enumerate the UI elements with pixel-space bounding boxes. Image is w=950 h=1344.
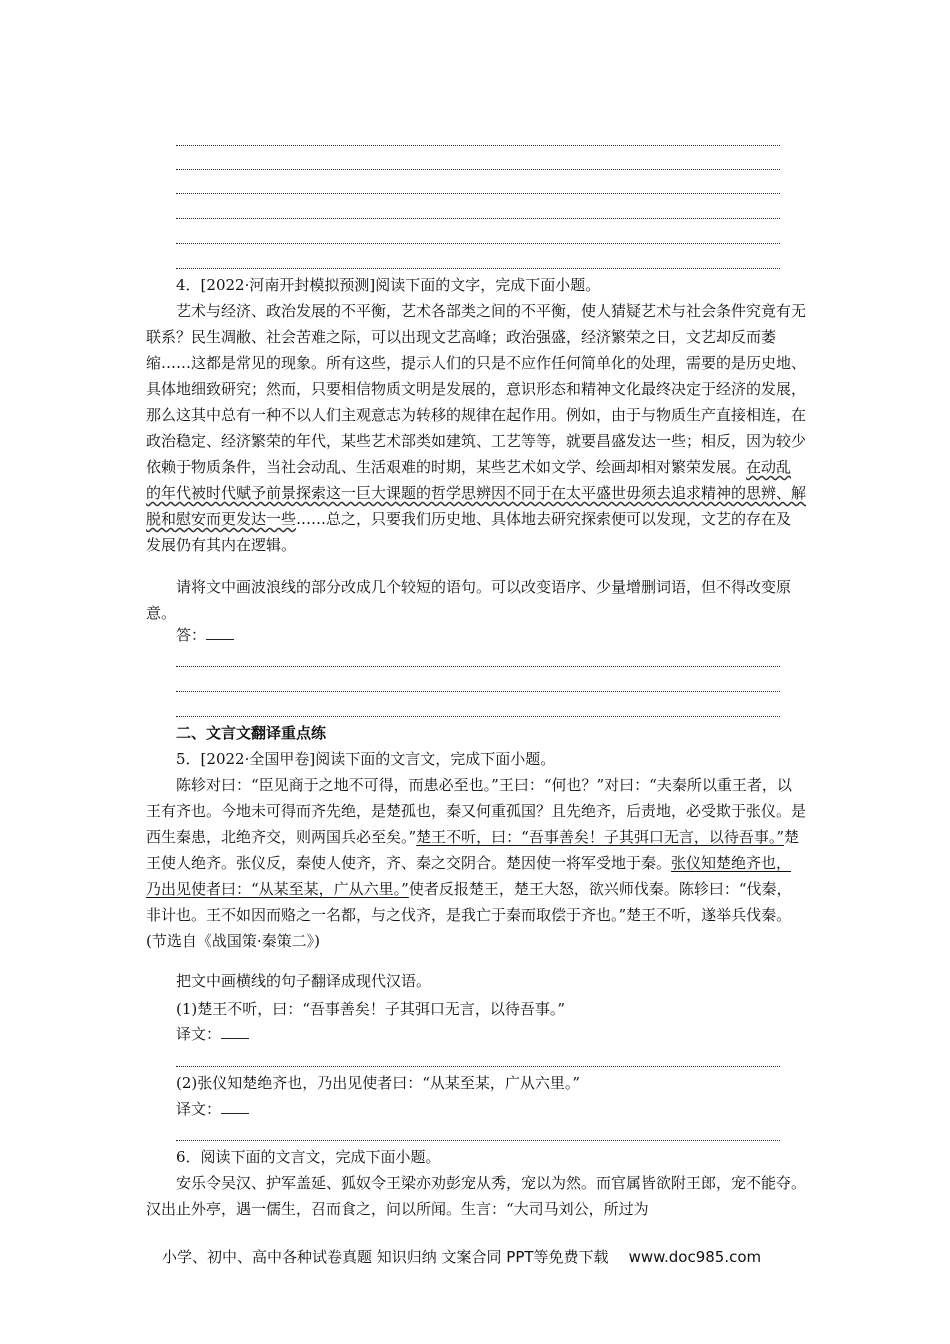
q5-passage-part3: 使者反报楚王，楚王大怒，欲兴师伐秦。陈轸曰：“伐秦，非计也。王不如因而赂之一名都，与之伐齐，是我亡于秦而取偿于齐也。”楚王不听，遂举兵伐秦。(节选自《战国策·秦策二》) bbox=[146, 880, 792, 950]
footer-text: 小学、初中、高中各种试卷真题 知识归纳 文案合同 PPT等免费下载 bbox=[162, 1248, 609, 1266]
answer-line bbox=[176, 691, 780, 692]
q5-passage-part1: 陈轸对曰：“臣见商于之地不可得，而患必至也。”王曰：“何也？”对曰：“夫秦所以重王者，以王有齐也。今地未可得而齐先绝，是楚孤也，秦又何重孤国？且先绝齐，后责地，必受欺于张仪。是西生秦患，北绝齐交，则两国兵必至矣。” bbox=[146, 776, 807, 846]
answer-line bbox=[176, 145, 780, 146]
q4-passage-post: ……总之，只要我们历史地、具体地去研究探索便可以发现，文艺的存在及发展仍有其内在逻辑。 bbox=[146, 510, 792, 554]
q4-wavy-sentence: 在动乱的年代被时代赋予前景探索这一巨大课题的哲学思辨因不同于在太平盛世毋须去追求精神的思辨、解脱和慰安而更发达一些 bbox=[146, 458, 807, 528]
q5-underlined-sentence-2: 张仪知楚绝齐也，乃出见使者曰：“从某至某，广从六里。” bbox=[146, 854, 792, 898]
answer-line bbox=[176, 716, 780, 717]
q4-answer-row bbox=[176, 622, 806, 648]
answer-line bbox=[176, 193, 780, 194]
footer-url[interactable]: www.doc985.com bbox=[628, 1248, 762, 1266]
q6-title: 6．阅读下面的文言文，完成下面小题。 bbox=[176, 1148, 441, 1166]
section-heading: 二、文言文翻译重点练 bbox=[176, 724, 327, 742]
q5-passage bbox=[146, 772, 806, 954]
answer-blank[interactable] bbox=[206, 627, 234, 640]
answer-line bbox=[176, 169, 780, 170]
answer-line bbox=[176, 666, 780, 667]
translation-blank[interactable] bbox=[221, 1026, 249, 1039]
q5-underlined-sentence-1: 楚王不听，曰：“吾事善矣！子其弭口无言，以待吾事。” bbox=[416, 828, 785, 846]
q5-translation-row-1 bbox=[176, 1021, 806, 1047]
answer-line bbox=[176, 243, 780, 244]
q4-passage bbox=[146, 298, 806, 558]
q5-passage-part2: 楚王使人绝齐。张仪反，秦使人使齐，齐、秦之交阴合。楚因使一将军受地于秦。 bbox=[146, 828, 800, 872]
q5-item-1: (1)楚王不听，曰：“吾事善矣！子其弭口无言，以待吾事。” bbox=[176, 1000, 566, 1018]
answer-line bbox=[176, 218, 780, 219]
q5-item-2: (2)张仪知楚绝齐也，乃出见使者曰：“从某至某，广从六里。” bbox=[176, 1074, 581, 1092]
answer-line bbox=[176, 268, 780, 269]
q5-translation-row-2 bbox=[176, 1096, 806, 1122]
translation-label: 译文： bbox=[176, 1025, 222, 1043]
translation-label: 译文： bbox=[176, 1100, 222, 1118]
q4-question: 请将文中画波浪线的部分改成几个较短的语句。可以改变语序、少量增删词语，但不得改变原意。 bbox=[146, 578, 792, 622]
answer-label: 答： bbox=[176, 626, 207, 644]
answer-line bbox=[176, 1140, 780, 1141]
q4-passage-pre: 艺术与经济、政治发展的不平衡，艺术各部类之间的不平衡，使人猜疑艺术与社会条件究竟有无联系？民生凋敝、社会苦难之际，可以出现文艺高峰；政治强盛，经济繁荣之日，文艺却反而萎缩……这都是常见的现象。所有这些，提示人们的只是不应作任何简单化的处理，需要的是历史地、具体地细致研究；然而，只要相信物质文明是发展的，意识形态和精神文化最终决定于经济的发展，那么这其中总有一种不以人们主观意志为转移的规律在起作用。例如，由于与物质生产直接相连，在政治稳定、经济繁荣的年代，某些艺术部类如建筑、工艺等等，就要昌盛发达一些；相反，因为较少依赖于物质条件，当社会动乱、生活艰难的时期，某些艺术如文学、绘画却相对繁荣发展。 bbox=[146, 302, 807, 476]
translation-blank[interactable] bbox=[221, 1101, 249, 1114]
q6-passage: 安乐令吴汉、护军盖延、狐奴令王梁亦劝彭宠从秀，宠以为然。而官属皆欲附王郎，宠不能夺。汉出止外亭，遇一儒生，召而食之，问以所闻。生言：“大司马刘公，所过为 bbox=[146, 1174, 807, 1218]
page-footer bbox=[162, 1246, 761, 1267]
q5-title: 5．[2022·全国甲卷]阅读下面的文言文，完成下面小题。 bbox=[176, 750, 556, 768]
q4-title: 4．[2022·河南开封模拟预测]阅读下面的文字，完成下面小题。 bbox=[176, 276, 601, 294]
answer-line bbox=[176, 1066, 780, 1067]
q5-instruction: 把文中画横线的句子翻译成现代汉语。 bbox=[176, 972, 432, 990]
